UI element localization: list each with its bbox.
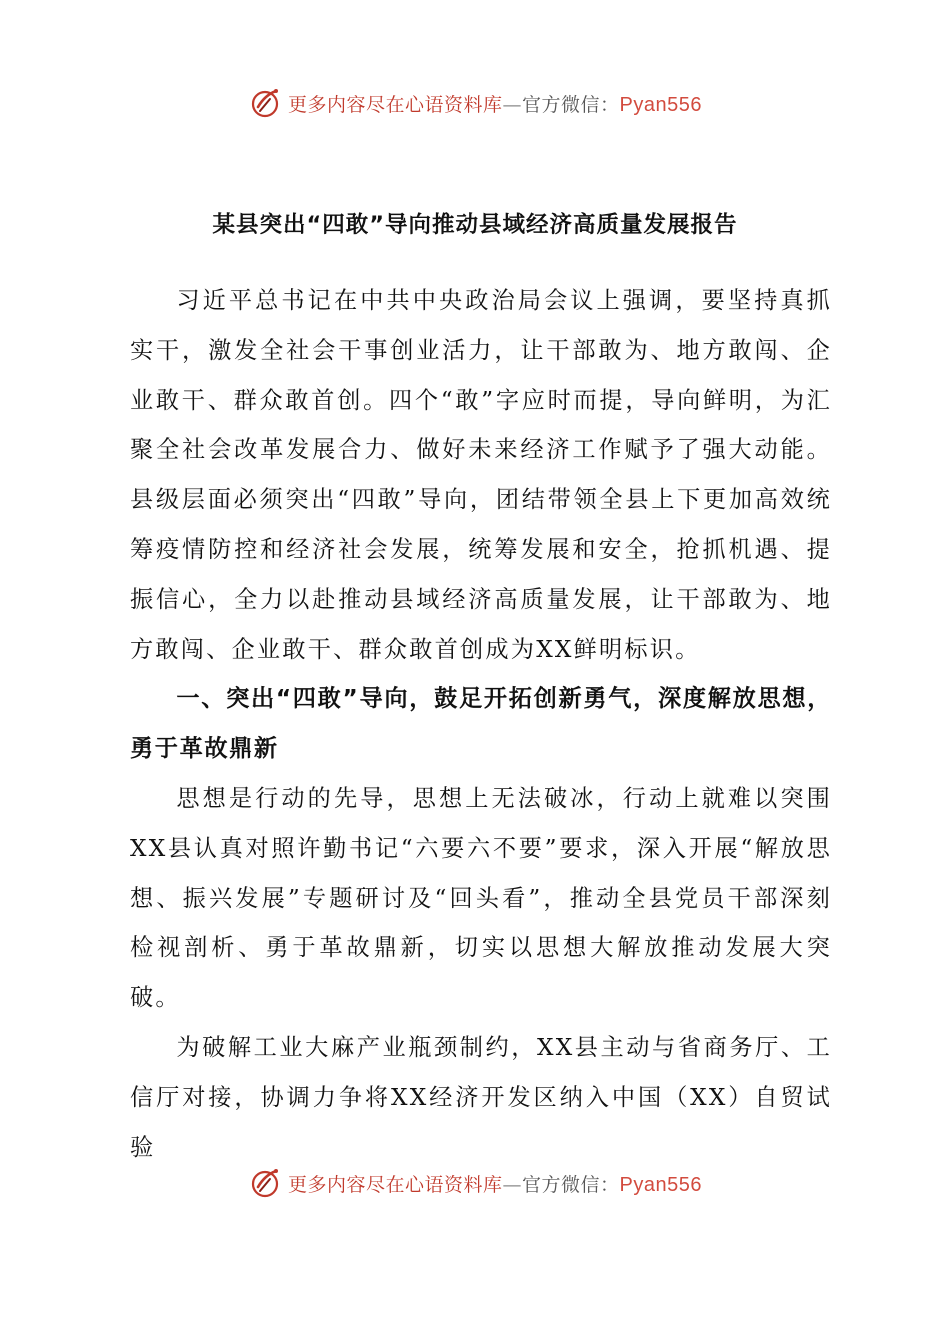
watermark-handle: Pyan556 xyxy=(619,1173,702,1196)
watermark-brand: 更多内容尽在心语资料库 xyxy=(288,1173,503,1196)
section-heading-1: 一、突出“四敢”导向，鼓足开拓创新勇气，深度解放思想，勇于革故鼎新 xyxy=(130,685,832,763)
document-body xyxy=(130,276,832,1172)
watermark-banner-top xyxy=(0,83,950,123)
watermark-banner-bottom xyxy=(0,1163,950,1203)
watermark-handle: Pyan556 xyxy=(619,93,702,116)
watermark-separator: — xyxy=(502,93,523,116)
watermark-brand: 更多内容尽在心语资料库 xyxy=(288,93,503,116)
paragraph-hemp: 为破解工业大麻产业瓶颈制约，XX县主动与省商务厅、工信厅对接，协调力争将XX经济开发区纳入中国（XX）自贸试验 xyxy=(130,1033,832,1161)
paragraph-thought: 思想是行动的先导，思想上无法破冰，行动上就难以突围XX县认真对照许勤书记“六要六不要”要求，深入开展“解放思想、振兴发展”专题研讨及“回头看”，推动全县党员干部深刻检视剖析、勇于革故鼎新，切实以思想大解放推动发展大突破。 xyxy=(130,784,832,1012)
watermark-label: 官方微信： xyxy=(522,1173,620,1196)
watermark-text xyxy=(288,1170,702,1197)
paragraph-intro: 习近平总书记在中共中央政治局会议上强调，要坚持真抓实干，激发全社会干事创业活力，让干部敢为、地方敢闯、企业敢干、群众敢首创。四个“敢”字应时而提，导向鲜明，为汇聚全社会改革发展合力、做好未来经济工作赋予了强大动能。县级层面必须突出“四敢”导向，团结带领全县上下更加高效统筹疫情防控和经济社会发展，统筹发展和安全，抢抓机遇、提振信心，全力以赴推动县域经济高质量发展，让干部敢为、地方敢闯、企业敢干、群众敢首创成为XX鲜明标识。 xyxy=(130,287,832,663)
brand-logo-icon xyxy=(248,1165,284,1201)
document-title: 某县突出“四敢”导向推动县域经济高质量发展报告 xyxy=(212,212,738,238)
watermark-label: 官方微信： xyxy=(522,93,620,116)
watermark-separator: — xyxy=(502,1173,523,1196)
brand-logo-icon xyxy=(248,85,284,121)
watermark-text xyxy=(288,90,702,117)
